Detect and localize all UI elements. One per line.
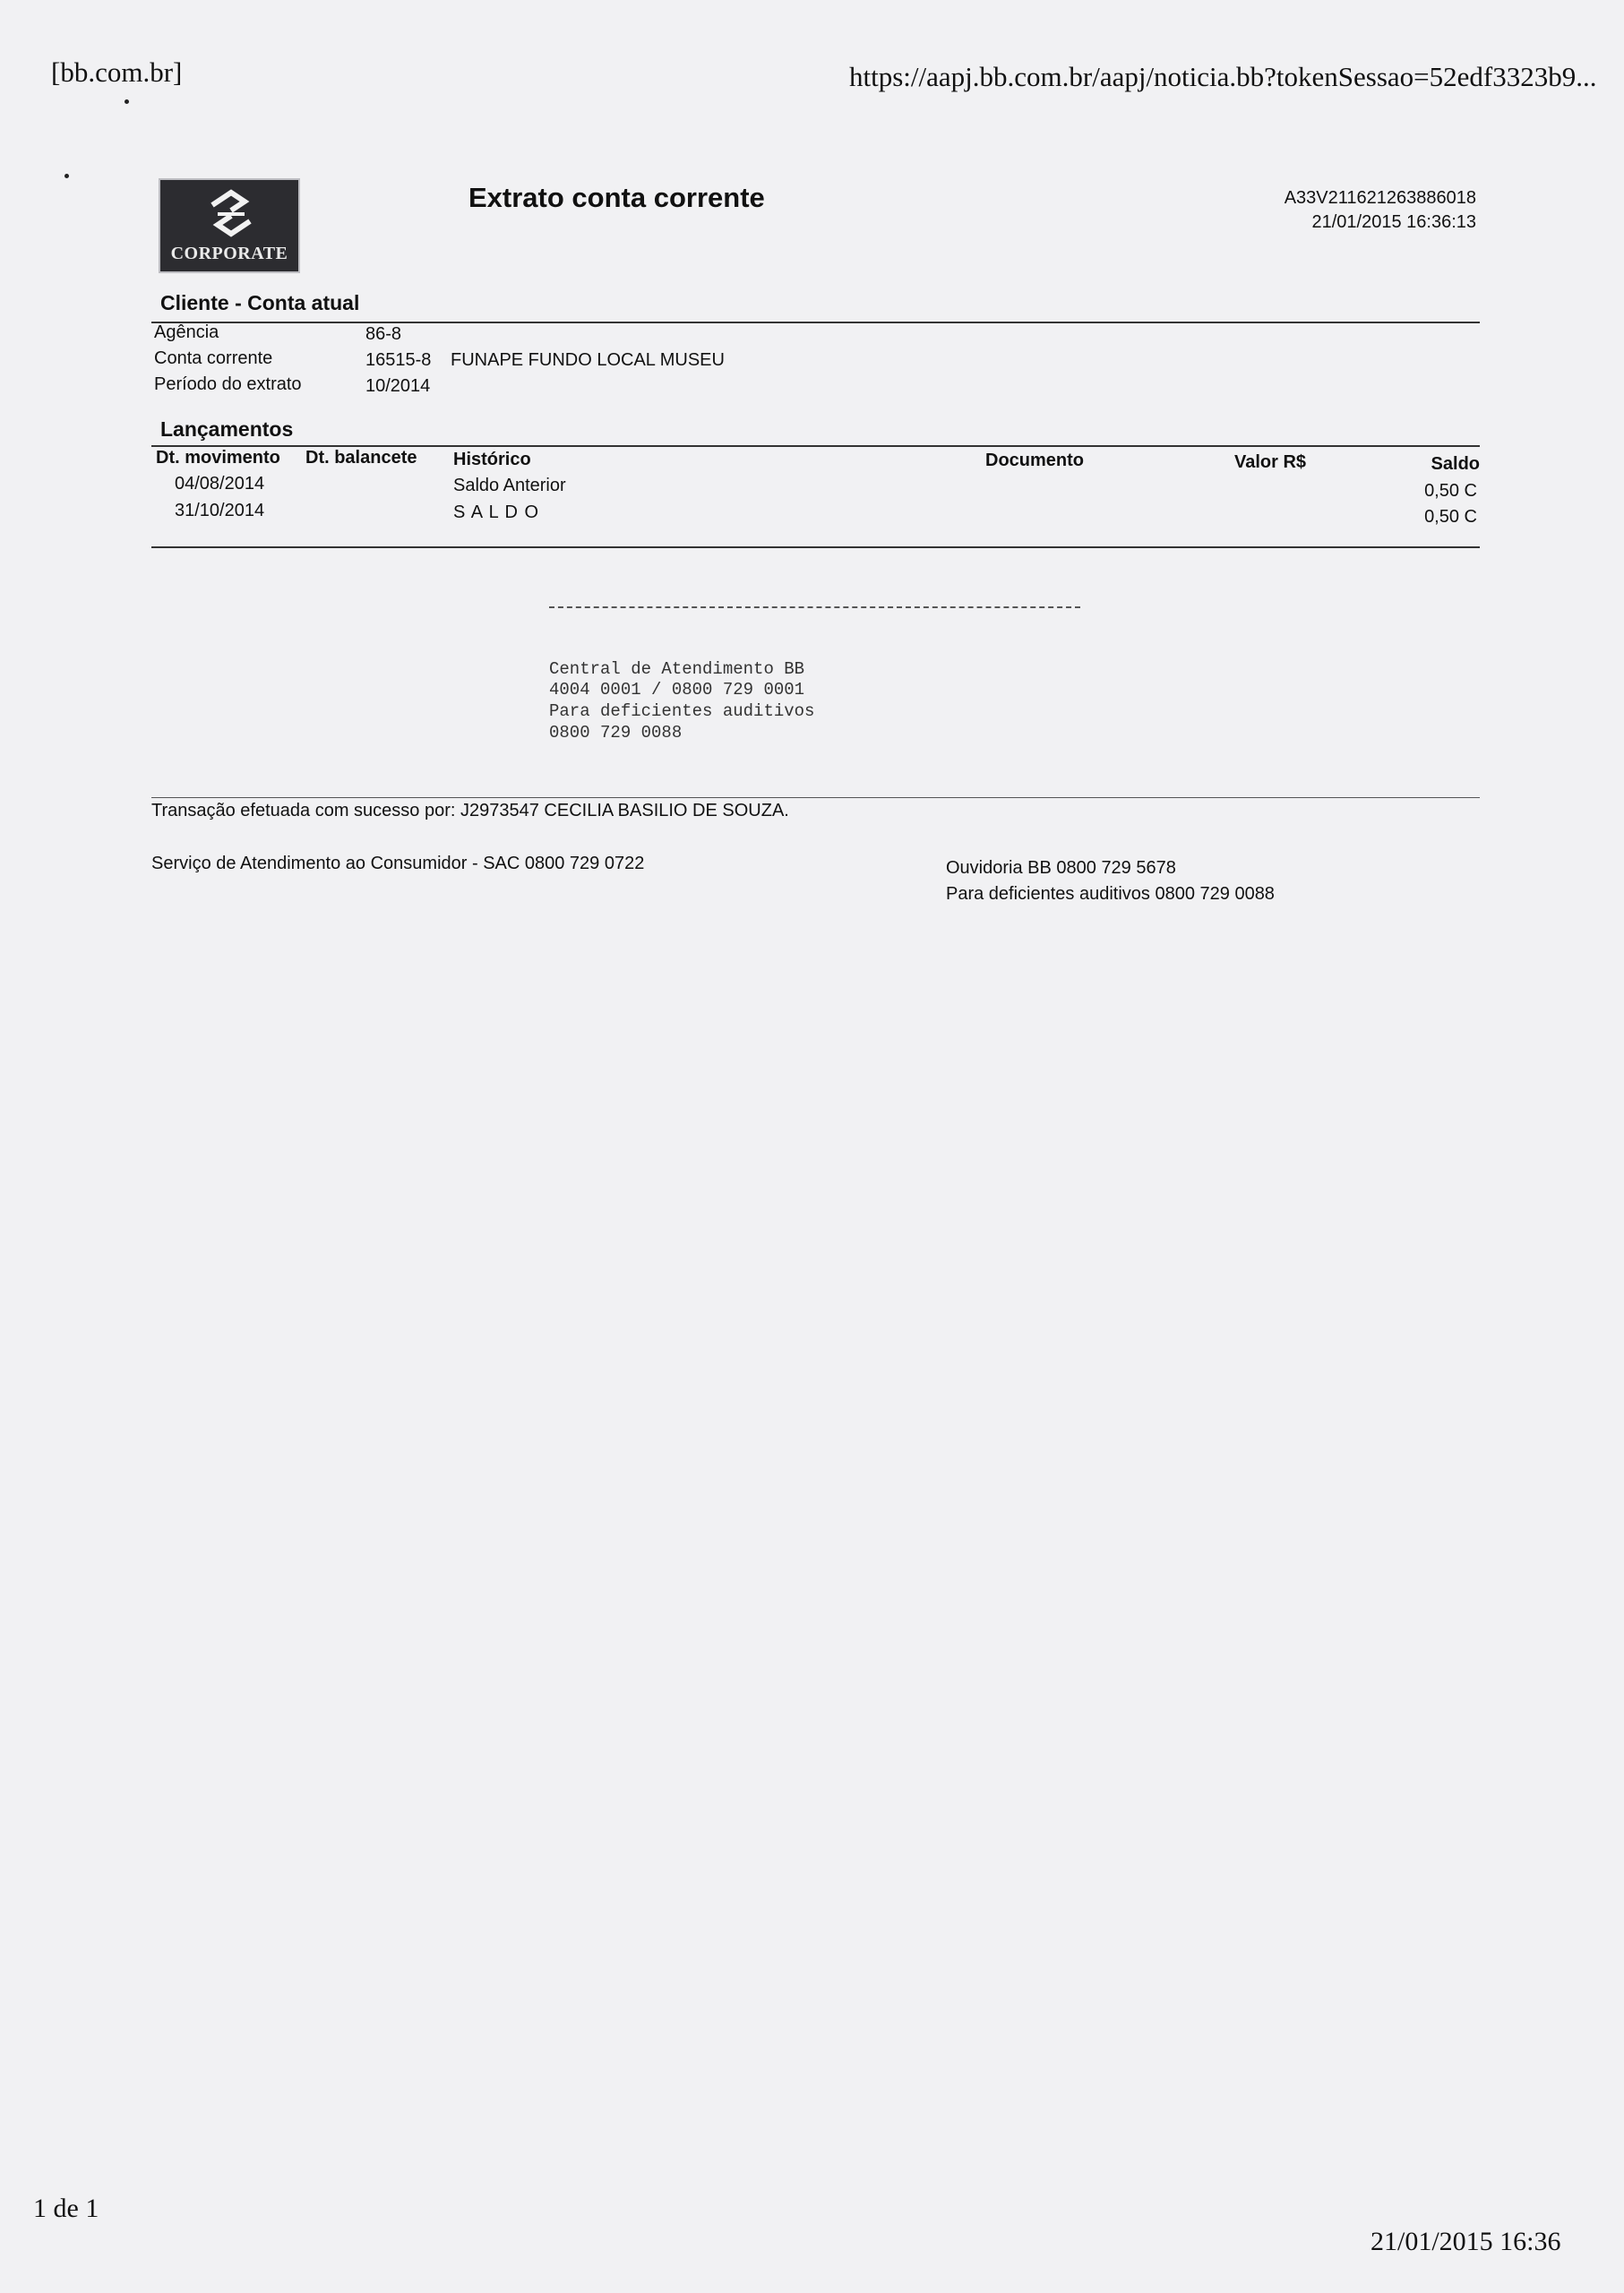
divider xyxy=(151,322,1480,323)
col-header-valor: Valor R$ xyxy=(1234,452,1307,472)
entries-section-title: Lançamentos xyxy=(160,417,294,441)
cell-historico: S A L D O xyxy=(453,502,540,522)
document-code: A33V211621263886018 xyxy=(1284,188,1476,208)
ouvidoria-line-1: Ouvidoria BB 0800 729 5678 xyxy=(946,858,1176,878)
service-line-1: Central de Atendimento BB xyxy=(549,659,805,679)
field-value-periodo: 10/2014 xyxy=(365,376,431,396)
divider xyxy=(151,445,1480,447)
client-section-title: Cliente - Conta atual xyxy=(160,291,360,314)
dashed-separator xyxy=(549,606,1080,608)
document-datetime: 21/01/2015 16:36:13 xyxy=(1311,212,1476,232)
col-header-saldo: Saldo xyxy=(1431,454,1480,474)
col-header-historico: Histórico xyxy=(453,450,531,469)
col-header-dt-movimento: Dt. movimento xyxy=(156,448,280,468)
divider xyxy=(151,797,1480,798)
print-datetime: 21/01/2015 16:36 xyxy=(1371,2227,1561,2256)
site-label: [bb.com.br] xyxy=(51,56,183,88)
service-line-3: Para deficientes auditivos xyxy=(549,701,815,721)
col-header-documento: Documento xyxy=(985,451,1084,470)
transaction-text: Transação efetuada com sucesso por: J2973547 CECILIA BASILIO DE SOUZA. xyxy=(151,801,789,820)
table-bottom-divider xyxy=(151,546,1480,548)
cell-historico: Saldo Anterior xyxy=(453,476,566,495)
speck xyxy=(125,99,129,104)
logo-text: CORPORATE xyxy=(170,244,288,263)
document-title: Extrato conta corrente xyxy=(468,182,765,213)
field-value-agencia: 86-8 xyxy=(365,324,402,344)
cell-dt-movimento: 31/10/2014 xyxy=(175,501,265,520)
field-label-conta: Conta corrente xyxy=(154,348,273,368)
service-line-2: 4004 0001 / 0800 729 0001 xyxy=(549,680,805,700)
field-label-agencia: Agência xyxy=(154,322,219,342)
page-number: 1 de 1 xyxy=(33,2194,99,2223)
page-url: https://aapj.bb.com.br/aapj/noticia.bb?tokenSessao=52edf3323b9... xyxy=(849,61,1597,92)
sac-text: Serviço de Atendimento ao Consumidor - SAC 0800 729 0722 xyxy=(151,854,645,873)
bank-logo xyxy=(159,178,300,273)
bb-logo-icon xyxy=(200,185,262,241)
col-header-dt-balancete: Dt. balancete xyxy=(305,448,417,468)
field-account-name: FUNAPE FUNDO LOCAL MUSEU xyxy=(451,350,725,370)
cell-saldo: 0,50 C xyxy=(1424,507,1477,527)
service-line-4: 0800 729 0088 xyxy=(549,723,683,743)
speck xyxy=(64,174,69,178)
field-value-conta: 16515-8 xyxy=(365,350,432,370)
cell-dt-movimento: 04/08/2014 xyxy=(175,474,265,494)
ouvidoria-line-2: Para deficientes auditivos 0800 729 0088 xyxy=(946,884,1275,904)
field-label-periodo: Período do extrato xyxy=(154,374,302,394)
cell-saldo: 0,50 C xyxy=(1424,481,1477,501)
